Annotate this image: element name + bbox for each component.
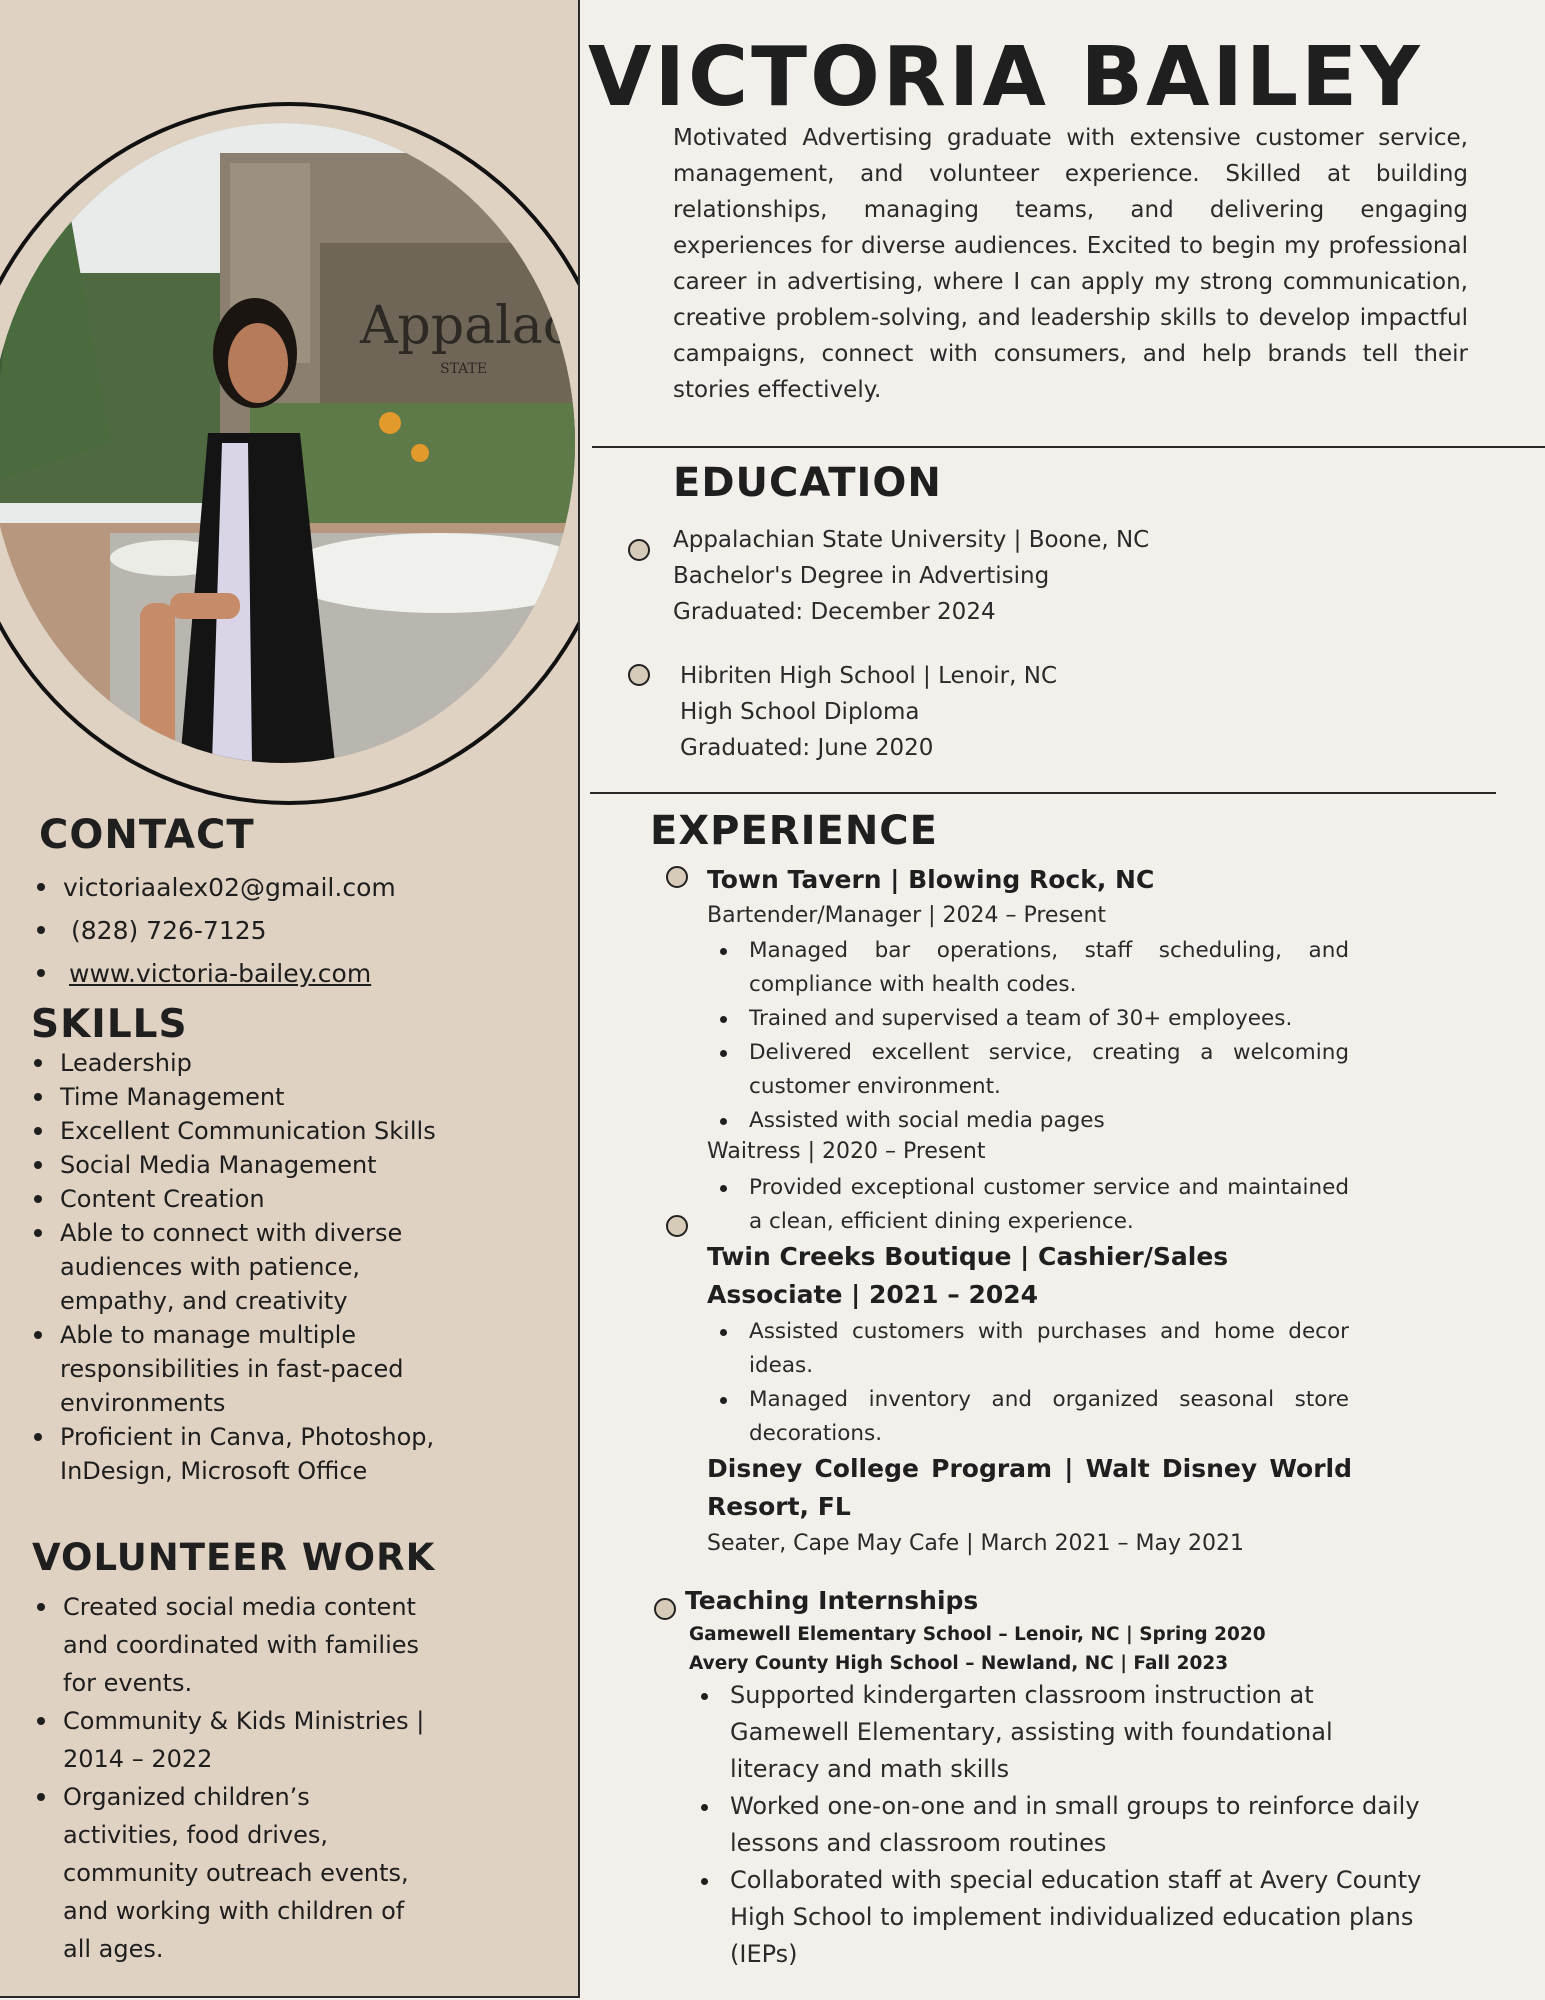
- volunteer-heading: VOLUNTEER WORK: [32, 1536, 436, 1579]
- profile-summary: Motivated Advertising graduate with extensive customer service, management, and volunteer experience. Skilled at building relationships, managing teams, and delivering engaging experiences for diverse audiences. Excited to begin my professional career in advertising, where I can apply my strong communication, creative problem-solving, and leadership skills to develop impactful campaigns, connect with consumers, and help brands tell their stories effectively.: [673, 125, 1468, 403]
- job-role: Bartender/Manager | 2024 – Present: [707, 903, 1107, 928]
- contact-heading: CONTACT: [39, 812, 255, 858]
- job-bullet: Collaborated with special education staff at Avery County High School to implement individualized education plans (IEPs): [688, 1862, 1428, 1973]
- job-bullets: [707, 1171, 1349, 1239]
- job-role: Waitress | 2020 – Present: [707, 1139, 986, 1164]
- skills-heading: SKILLS: [31, 1002, 188, 1047]
- skills-list: [30, 1046, 490, 1488]
- job-bullet: Assisted customers with purchases and home decor ideas.: [707, 1315, 1349, 1383]
- skill-item: Social Media Management: [30, 1148, 490, 1182]
- timeline-circle-icon: [628, 539, 650, 561]
- experience-heading: EXPERIENCE: [650, 808, 938, 854]
- contact-email[interactable]: victoriaalex02@gmail.com: [33, 866, 553, 909]
- job-bullet: Assisted with social media pages: [707, 1104, 1349, 1138]
- job-title-town-tavern: Town Tavern | Blowing Rock, NC: [707, 865, 1155, 894]
- education-entry: [680, 658, 1057, 766]
- education-degree: Bachelor's Degree in Advertising: [673, 563, 1050, 589]
- job-bullet: Managed bar operations, staff scheduling, and compliance with health codes.: [707, 934, 1349, 1002]
- job-bullets: [688, 1677, 1428, 1973]
- job-bullet: Trained and supervised a team of 30+ employees.: [707, 1002, 1349, 1036]
- sign-subtext: STATE: [440, 361, 488, 377]
- skill-item: Able to manage multiple responsibilities in fast-paced environments: [30, 1318, 450, 1420]
- skill-item: Leadership: [30, 1046, 490, 1080]
- divider: [590, 792, 1496, 794]
- candidate-name: VICTORIA BAILEY: [588, 30, 1423, 125]
- timeline-circle-icon: [666, 1215, 688, 1237]
- education-graduated: Graduated: June 2020: [680, 735, 934, 761]
- job-bullet: Worked one-on-one and in small groups to reinforce daily lessons and classroom routines: [688, 1788, 1428, 1862]
- skill-item: Able to connect with diverse audiences with patience, empathy, and creativity: [30, 1216, 430, 1318]
- volunteer-item: Created social media content and coordinated with families for events.: [33, 1588, 433, 1702]
- job-bullets: [707, 1315, 1349, 1451]
- volunteer-item: Organized children’s activities, food drives, community outreach events, and working with children of all ages.: [33, 1778, 433, 1968]
- teaching-school-2: Avery County High School – Newland, NC | Fall 2023: [689, 1653, 1229, 1674]
- education-school: Appalachian State University | Boone, NC: [673, 527, 1150, 553]
- education-graduated: Graduated: December 2024: [673, 599, 996, 625]
- contact-website[interactable]: www.victoria-bailey.com: [33, 952, 553, 995]
- sidebar: [0, 0, 580, 1998]
- volunteer-item: Community & Kids Ministries | 2014 – 2022: [33, 1702, 433, 1778]
- divider: [592, 446, 1545, 448]
- timeline-circle-icon: [654, 1598, 676, 1620]
- job-title-teaching: Teaching Internships: [685, 1586, 979, 1615]
- education-degree: High School Diploma: [680, 699, 920, 725]
- job-title-disney: Disney College Program | Walt Disney World Resort, FL: [707, 1454, 1352, 1521]
- skill-item: Time Management: [30, 1080, 490, 1114]
- job-bullet: Supported kindergarten classroom instruction at Gamewell Elementary, assisting with foundational literacy and math skills: [688, 1677, 1428, 1788]
- timeline-circle-icon: [666, 866, 688, 888]
- skill-item: Proficient in Canva, Photoshop, InDesign, Microsoft Office: [30, 1420, 490, 1488]
- job-bullet: Managed inventory and organized seasonal store decorations.: [707, 1383, 1349, 1451]
- volunteer-list: [33, 1588, 433, 1968]
- job-title-twin-creeks: Twin Creeks Boutique | Cashier/Sales Associate | 2021 – 2024: [707, 1242, 1229, 1309]
- education-school: Hibriten High School | Lenoir, NC: [680, 663, 1058, 689]
- contact-phone[interactable]: (828) 726-7125: [33, 909, 553, 952]
- job-role: Seater, Cape May Cafe | March 2021 – May 2021: [707, 1531, 1245, 1556]
- timeline-circle-icon: [628, 664, 650, 686]
- teaching-school-1: Gamewell Elementary School – Lenoir, NC | Spring 2020: [689, 1624, 1266, 1645]
- job-bullets: [707, 934, 1349, 1138]
- sign-text: Appalac: [360, 296, 572, 356]
- skill-item: Excellent Communication Skills: [30, 1114, 490, 1148]
- photo-frame-ring: [0, 102, 580, 805]
- education-heading: EDUCATION: [673, 460, 942, 506]
- education-entry: [673, 522, 1149, 630]
- skill-item: Content Creation: [30, 1182, 490, 1216]
- job-bullet: Provided exceptional customer service and maintained a clean, efficient dining experience.: [707, 1171, 1349, 1239]
- job-bullet: Delivered excellent service, creating a welcoming customer environment.: [707, 1036, 1349, 1104]
- contact-list: [33, 866, 553, 995]
